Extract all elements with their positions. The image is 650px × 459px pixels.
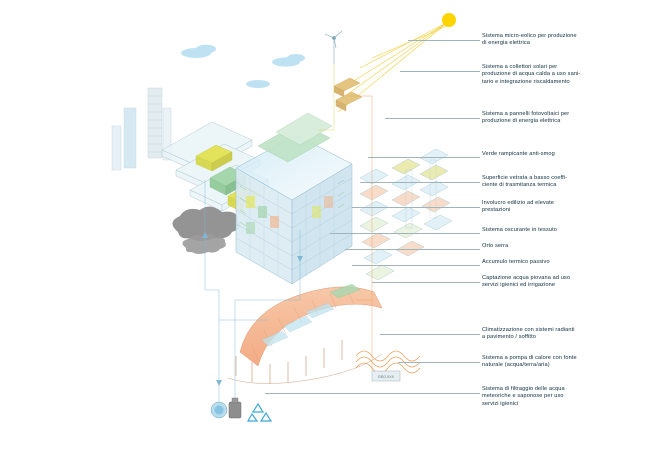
callout-line: ciente di trasmitanza termica <box>482 182 557 189</box>
callout-line: meteoriche e saponose per uso <box>482 393 564 400</box>
leader-line-sistema-oscurante <box>330 233 480 234</box>
callout-pompa-di-calore <box>482 355 610 370</box>
wind-turbine-icon <box>325 31 342 64</box>
leader-line-pannelli-fotovoltaici <box>385 118 480 119</box>
callout-line: Sistema oscurante in tessuto <box>482 227 557 233</box>
water-tanks <box>211 398 241 418</box>
callout-line: servizi igienici <box>482 400 519 407</box>
leader-line-accumulo-termico <box>352 265 480 266</box>
main-building <box>162 113 352 284</box>
ground-machine-box <box>372 371 400 381</box>
leader-line-captazione-acqua-piovana <box>372 282 480 283</box>
leader-line-filtraggio-acque <box>265 393 480 394</box>
callout-collettori-solari <box>482 64 610 86</box>
background-towers <box>112 88 171 170</box>
callout-line: Sistema di filtraggio delle acqua <box>482 386 565 392</box>
callout-involucro-edilizio <box>482 200 610 215</box>
callout-line: tario e integrazione riscaldamento <box>482 78 570 85</box>
callout-micro-eolico <box>482 33 610 48</box>
leader-line-involucro-edilizio <box>352 207 480 208</box>
callout-line: prestazioni <box>482 207 511 214</box>
cloud-icon <box>181 45 305 88</box>
callout-line: Sistema a pannelli fotovoltaici per <box>482 111 570 117</box>
callout-line: produzione di energia elettrica <box>482 118 561 125</box>
callout-line: Climatizzazione con sistemi radianti <box>482 327 575 333</box>
callout-line: Sistema micro-eolico per produzione <box>482 33 577 39</box>
leader-line-micro-eolico <box>408 40 480 41</box>
callout-line: Superficie vetrata a basso coeffi- <box>482 175 568 181</box>
leader-line-superficie-vetrata <box>360 182 480 183</box>
sun-icon <box>442 13 456 27</box>
callout-climatizzazione-radiante <box>482 327 610 342</box>
low-building-roof <box>228 284 382 384</box>
leader-line-verde-rampicante <box>368 157 480 158</box>
callout-superficie-vetrata <box>482 175 610 190</box>
solar-collector-panels <box>334 78 362 111</box>
callout-line: Involucro edilizio ad elevate <box>482 200 554 206</box>
callout-filtraggio-acque <box>482 386 610 408</box>
callout-accumulo-termico <box>482 259 610 266</box>
callout-verde-rampicante <box>482 151 610 158</box>
leader-line-collettori-solari <box>400 71 480 72</box>
callout-line: Sistema a pompa di calore con fonte <box>482 355 577 361</box>
callout-line: a pavimento / soffitto <box>482 334 536 341</box>
callout-line: Captazione acqua piovana ad uso <box>482 275 571 281</box>
callout-line: Sistema a collettori solari per <box>482 64 558 70</box>
leader-line-climatizzazione-radiante <box>380 334 480 335</box>
recycle-icon <box>248 404 271 421</box>
leader-line-orto-serra <box>345 249 480 250</box>
callout-orto-serra <box>482 243 610 250</box>
callout-pannelli-fotovoltaici <box>482 111 610 126</box>
callout-line: naturale (acqua/terra/aria) <box>482 362 550 369</box>
callout-sistema-oscurante <box>482 227 610 234</box>
callout-line: servizi igienici ed irrigazione <box>482 282 556 289</box>
callout-captazione-acqua-piovana <box>482 275 610 290</box>
callout-line: Verde rampicante anti-smog <box>482 151 555 157</box>
callout-line: produzione di acqua calda a uso sani- <box>482 71 581 78</box>
ground-machine-label: GEO.XXX <box>377 375 395 379</box>
callout-line: Accumulo termico passivo <box>482 259 550 265</box>
leader-line-pompa-di-calore <box>398 362 480 363</box>
callout-line: Orto serra <box>482 243 509 249</box>
exploded-components <box>360 149 452 280</box>
callout-line: di energia elettrica <box>482 40 530 47</box>
